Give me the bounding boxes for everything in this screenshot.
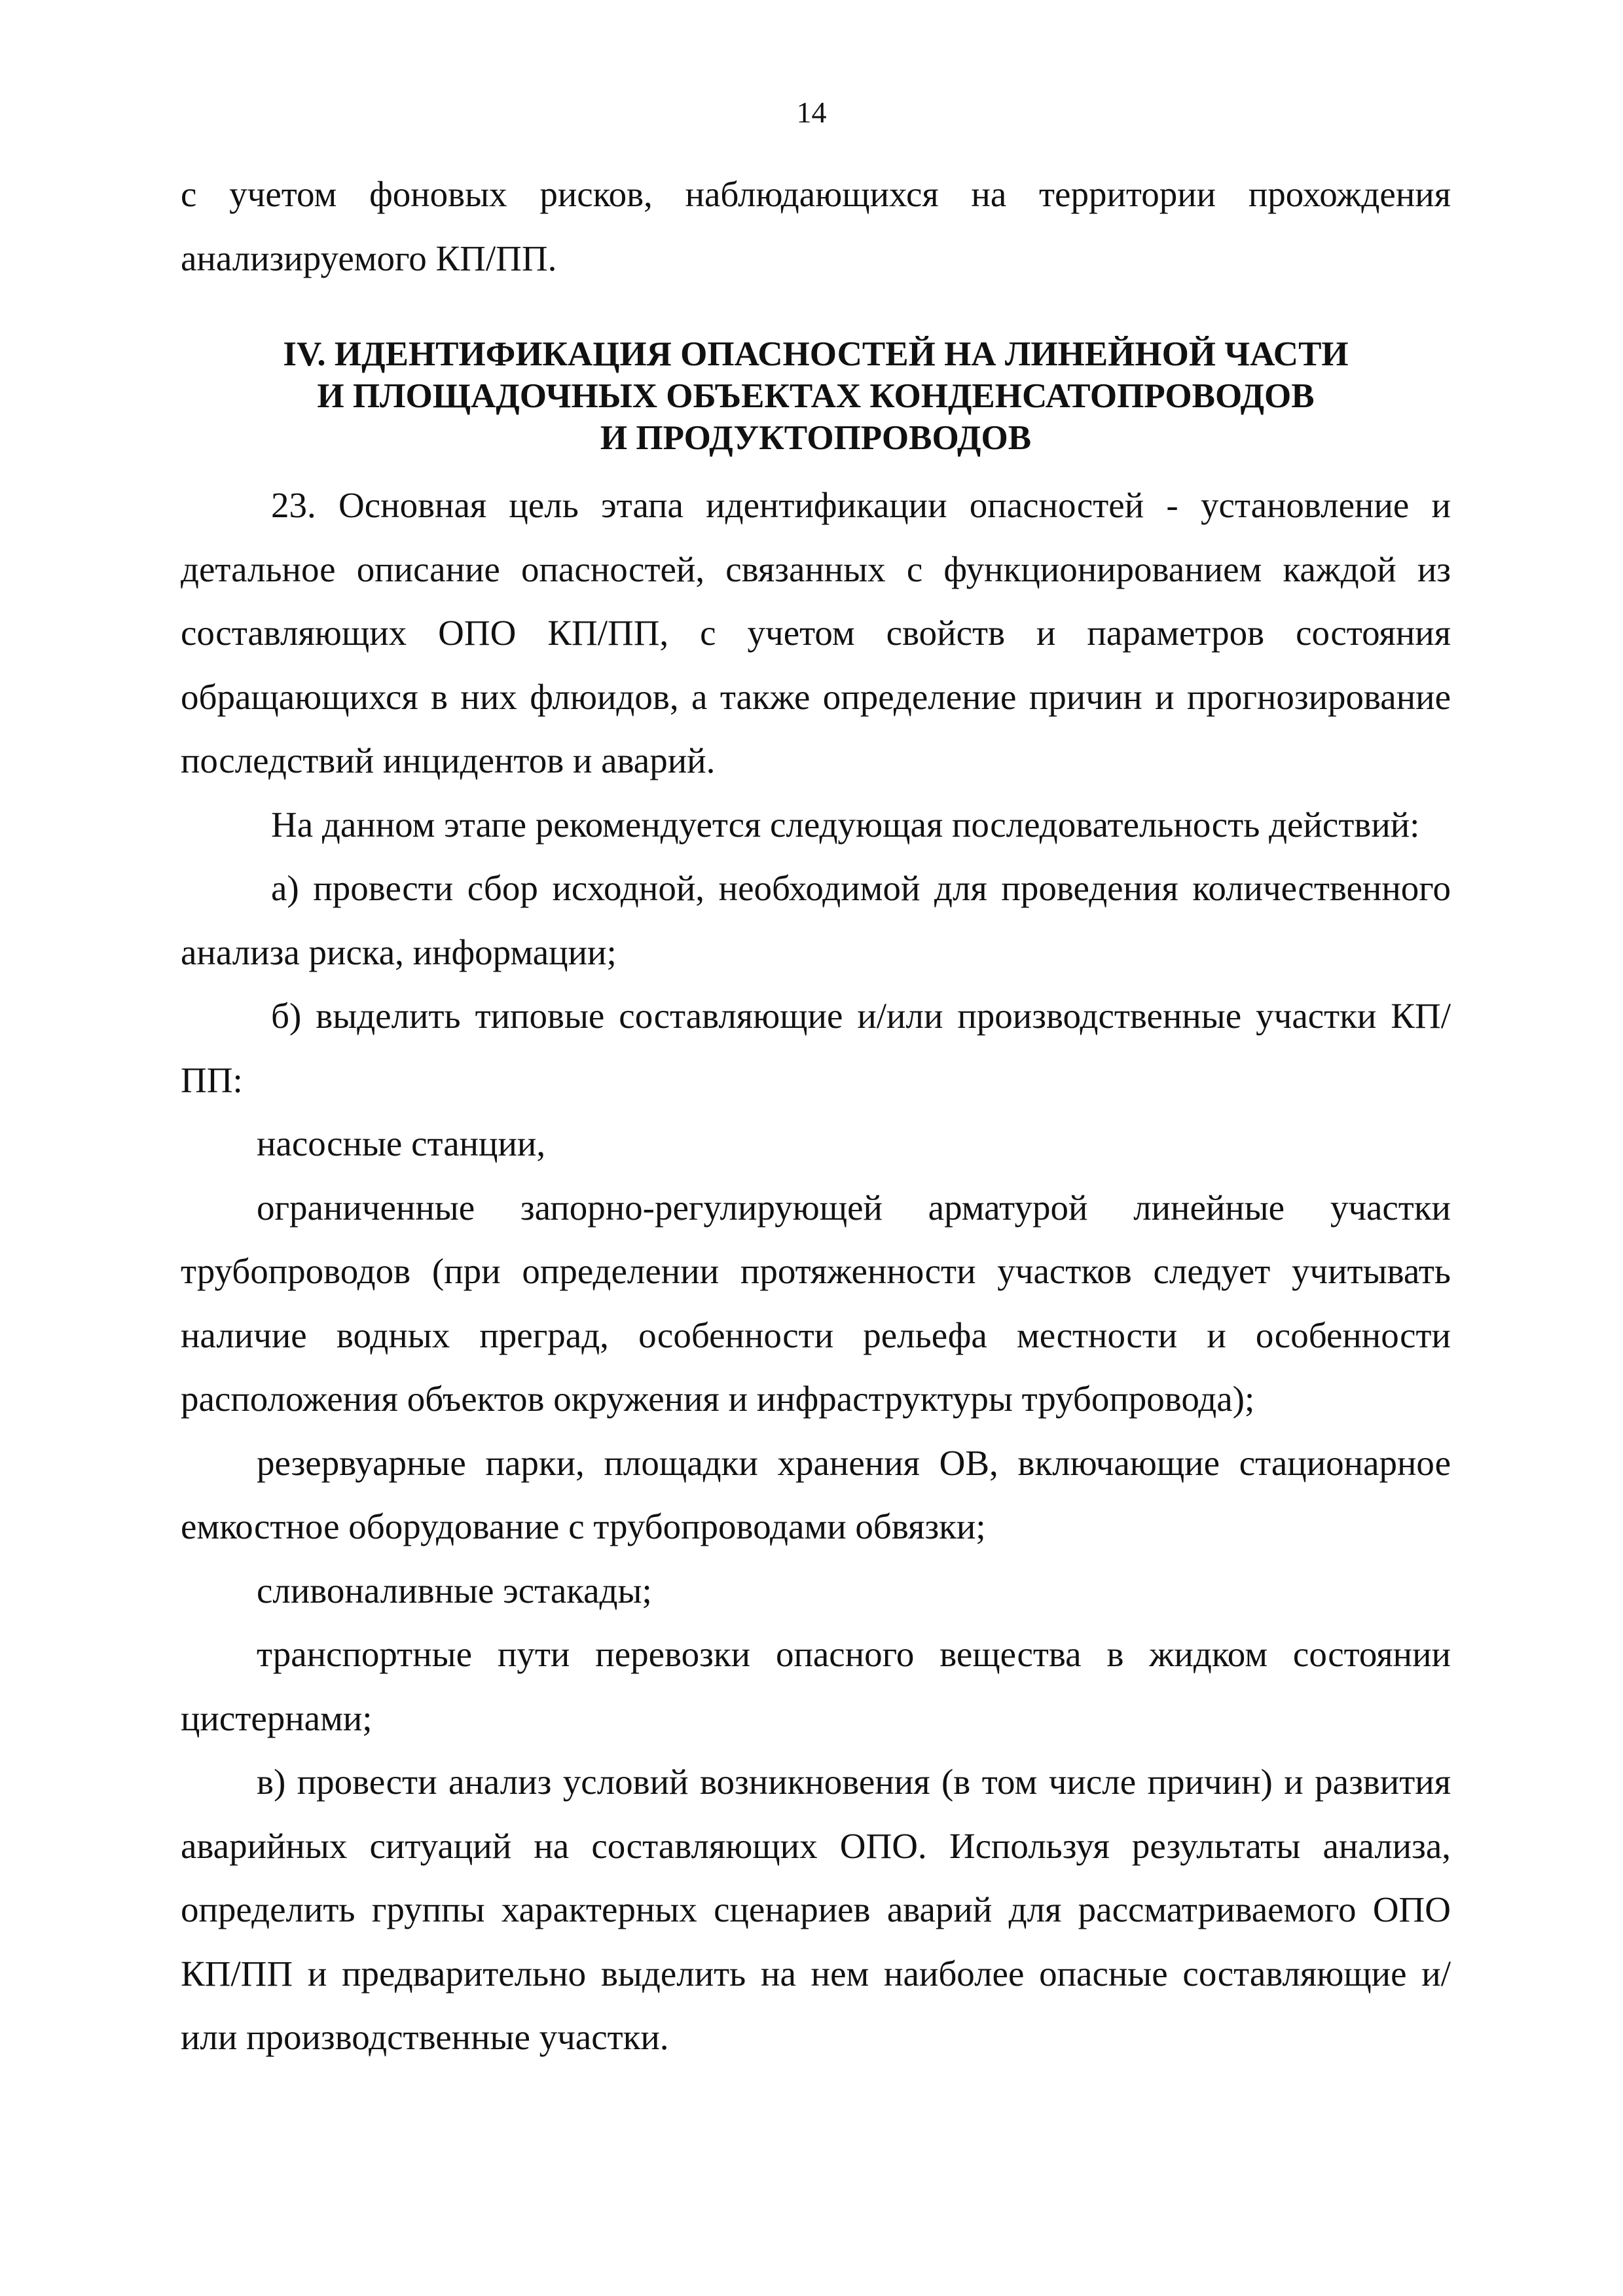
- list-item-a: а) провести сбор исходной, необходимой для проведения количественного анализа риска, информации;: [181, 868, 1451, 972]
- list-item-b: б) выделить типовые составляющие и/или производственные участки КП/ПП:: [181, 996, 1451, 1100]
- section-heading-line-1: IV. ИДЕНТИФИКАЦИЯ ОПАСНОСТЕЙ НА ЛИНЕЙНОЙ ЧАСТИ: [283, 335, 1349, 373]
- sub-item-tank-farms: резервуарные парки, площадки хранения ОВ, включающие стационарное емкостное оборудование с трубопроводами обвязки;: [181, 1442, 1451, 1546]
- section-heading-line-2: И ПЛОЩАДОЧНЫХ ОБЪЕКТАХ КОНДЕНСАТОПРОВОДОВ: [317, 377, 1315, 415]
- sub-item-loading-racks: сливоналивные эстакады;: [257, 1570, 652, 1611]
- sequence-intro: На данном этапе рекомендуется следующая последовательность действий:: [271, 804, 1420, 845]
- page-content: [181, 162, 1451, 2069]
- page-number: 14: [796, 96, 827, 129]
- section-heading-line-3: И ПРОДУКТОПРОВОДОВ: [600, 419, 1032, 457]
- intro-continuation: с учетом фоновых рисков, наблюдающихся на территории прохождения анализируемого КП/ПП.: [181, 174, 1451, 278]
- sub-item-transport-routes: транспортные пути перевозки опасного вещества в жидком состоянии цистернами;: [181, 1634, 1451, 1738]
- sub-item-linear-sections: ограниченные запорно-регулирующей арматурой линейные участки трубопроводов (при определении протяженности участков следует учитывать наличие водных преград, особенности рельефа местности и особенности расположения объектов окружения и инфраструктуры трубопровода);: [181, 1187, 1451, 1419]
- paragraph-23: 23. Основная цель этапа идентификации опасностей - установление и детальное описание опасностей, связанных с функционированием каждой из составляющих ОПО КП/ПП, с учетом свойств и параметров состояния обращающихся в них флюидов, а также определение причин и прогнозирование последствий инцидентов и аварий.: [181, 485, 1451, 780]
- sub-item-pumping-stations: насосные станции,: [257, 1123, 546, 1163]
- list-item-c: в) провести анализ условий возникновения (в том числе причин) и развития аварийных ситуаций на составляющих ОПО. Используя результаты анализа, определить группы характерных сценариев аварий для рассматриваемого ОПО КП/ПП и предварительно выделить на нем наиболее опасные составляющие и/или производственные участки.: [181, 1762, 1451, 2057]
- section-heading: [181, 333, 1451, 459]
